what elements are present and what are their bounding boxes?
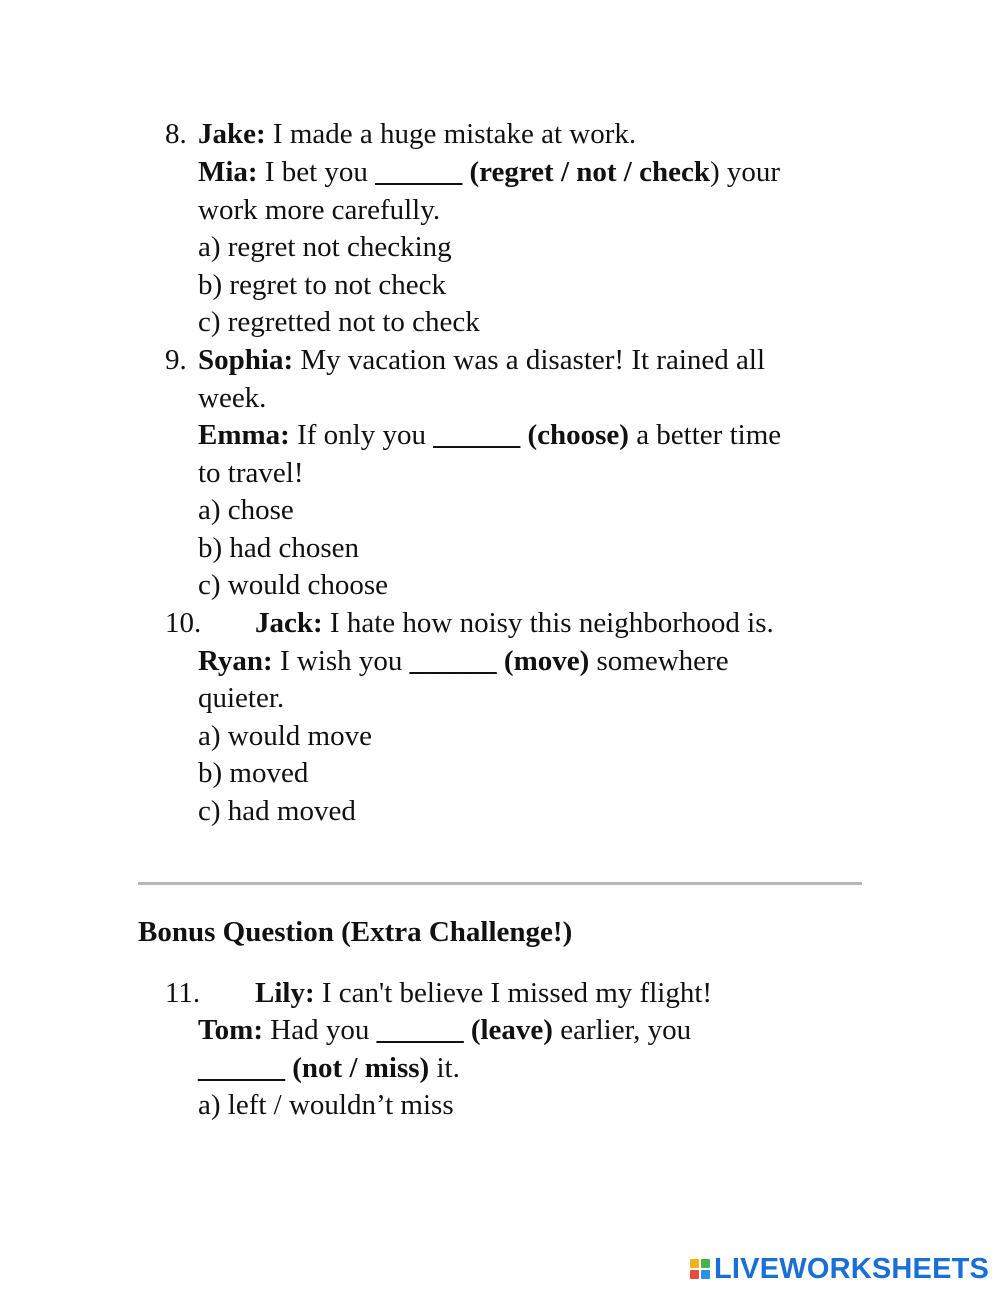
- dialogue-line: ______ (not / miss) it.: [198, 1052, 460, 1084]
- dialogue-line: week.: [198, 382, 267, 414]
- verb-hint: (not / miss): [285, 1052, 430, 1084]
- dialogue-line: Lily: I can't believe I missed my flight!: [255, 977, 713, 1009]
- question-number: 10.: [165, 607, 202, 639]
- dialogue-line: Jack: I hate how noisy this neighborhood is.: [255, 607, 774, 639]
- answer-option[interactable]: c) had moved: [198, 795, 356, 827]
- speaker-name: Sophia:: [198, 344, 294, 376]
- answer-option[interactable]: b) regret to not check: [198, 269, 447, 301]
- question-number: 11.: [165, 977, 201, 1009]
- dialogue-line: Jake: I made a huge mistake at work.: [198, 118, 637, 150]
- answer-blank[interactable]: ______: [376, 1014, 464, 1046]
- speaker-name: Jake:: [198, 118, 266, 150]
- answer-blank[interactable]: ______: [375, 156, 463, 188]
- dialogue-line: Mia: I bet you ______ (regret / not / check) your: [198, 156, 781, 188]
- answer-option[interactable]: b) moved: [198, 757, 309, 789]
- speaker-name: Mia:: [198, 156, 258, 188]
- dialogue-line: Ryan: I wish you ______ (move) somewhere: [198, 645, 729, 677]
- logo-tile: [690, 1270, 699, 1279]
- logo-tile: [701, 1259, 710, 1268]
- answer-blank[interactable]: ______: [409, 645, 497, 677]
- verb-hint: (leave): [463, 1014, 553, 1046]
- answer-blank[interactable]: ______: [433, 419, 521, 451]
- answer-option[interactable]: a) regret not checking: [198, 231, 452, 263]
- section-divider: [138, 882, 862, 885]
- dialogue-line: quieter.: [198, 682, 285, 714]
- question-number: 9.: [165, 344, 187, 376]
- dialogue-line: work more carefully.: [198, 194, 441, 226]
- liveworksheets-logo-icon: [690, 1259, 710, 1279]
- verb-hint: (regret / not / check: [469, 156, 710, 188]
- dialogue-line: Sophia: My vacation was a disaster! It rained all: [198, 344, 765, 376]
- dialogue-line: to travel!: [198, 457, 304, 489]
- logo-tile: [701, 1270, 710, 1279]
- answer-blank[interactable]: ______: [198, 1052, 285, 1084]
- question-number: 8.: [165, 118, 187, 150]
- liveworksheets-logo: [690, 1252, 989, 1286]
- speaker-name: Emma:: [198, 419, 290, 451]
- answer-option[interactable]: b) had chosen: [198, 532, 360, 564]
- speaker-name: Ryan:: [198, 645, 273, 677]
- logo-tile: [690, 1259, 699, 1268]
- dialogue-line: Tom: Had you ______ (leave) earlier, you: [198, 1014, 692, 1046]
- answer-option[interactable]: a) would move: [198, 720, 372, 752]
- answer-option[interactable]: a) left / wouldn’t miss: [198, 1089, 454, 1121]
- speaker-name: Lily:: [255, 977, 315, 1009]
- answer-option[interactable]: c) regretted not to check: [198, 306, 480, 338]
- verb-hint: (choose): [520, 419, 629, 451]
- logo-text: LIVEWORKSHEETS: [714, 1252, 990, 1285]
- verb-hint: (move): [496, 645, 590, 677]
- answer-option[interactable]: c) would choose: [198, 569, 389, 601]
- dialogue-line: Emma: If only you ______ (choose) a better time: [198, 419, 782, 451]
- speaker-name: Jack:: [255, 607, 323, 639]
- answer-option[interactable]: a) chose: [198, 494, 294, 526]
- bonus-heading: Bonus Question (Extra Challenge!): [138, 916, 573, 948]
- speaker-name: Tom:: [198, 1014, 263, 1046]
